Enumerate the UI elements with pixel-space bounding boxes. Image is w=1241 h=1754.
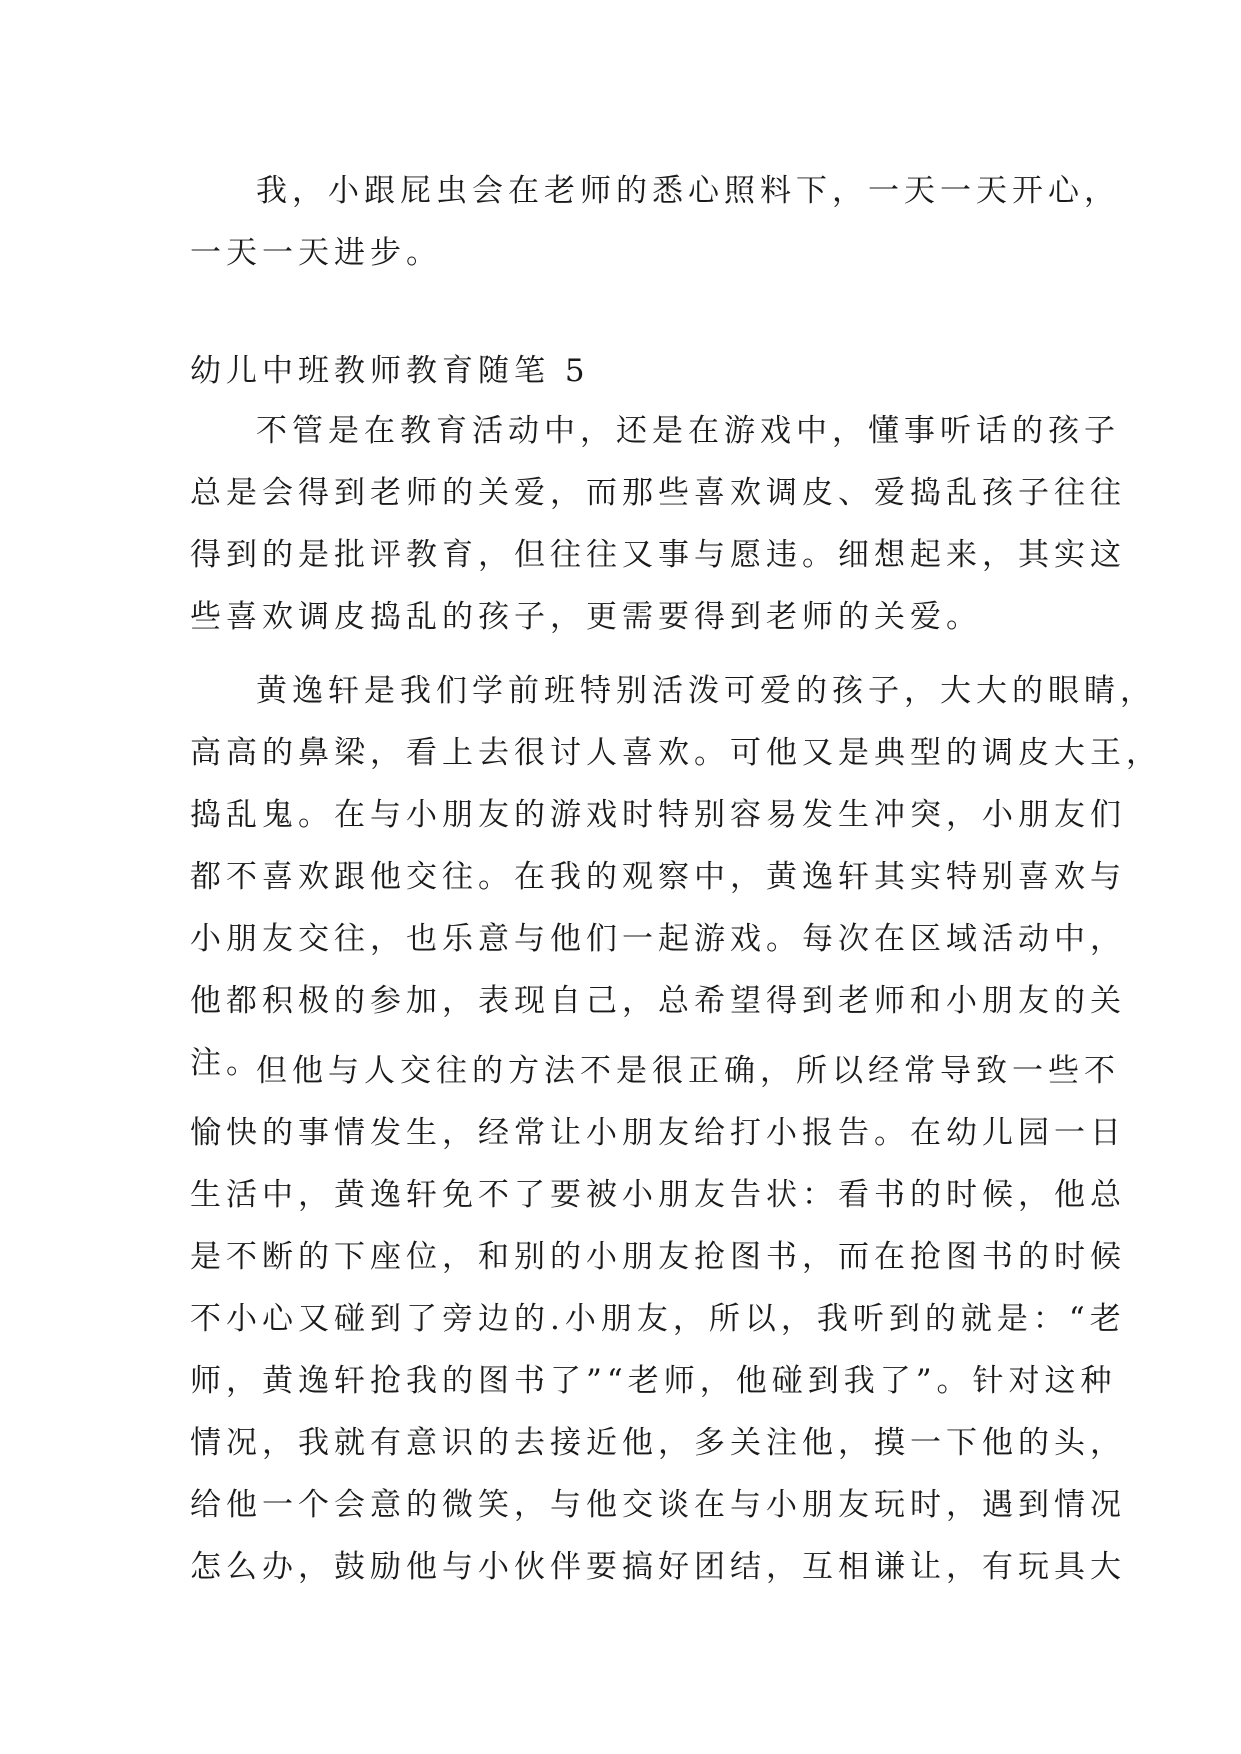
paragraph-intro-end [190,160,1120,284]
paragraph-3 [190,1040,1126,1598]
paragraph-line: 些喜欢调皮捣乱的孩子，更需要得到老师的关爱。 [190,599,982,635]
essay-heading-text: 幼儿中班教师教育随笔 5 [190,353,590,389]
paragraph-line: 师，黄逸轩抢我的图书了”“老师，他碰到我了”。针对这种 [190,1363,1117,1399]
paragraph-line: 我，小跟屁虫会在老师的悉心照料下，一天一天开心， [256,173,1120,209]
paragraph-line: 是不断的下座位，和别的小朋友抢图书，而在抢图书的时候 [190,1239,1126,1275]
essay-heading [190,340,1070,402]
paragraph-line: 但他与人交往的方法不是很正确，所以经常导致一些不 [256,1053,1120,1089]
paragraph-line: 得到的是批评教育，但往往又事与愿违。细想起来，其实这 [190,537,1126,573]
paragraph-line: 捣乱鬼。在与小朋友的游戏时特别容易发生冲突，小朋友们 [190,797,1126,833]
paragraph-line: 高高的鼻梁，看上去很讨人喜欢。可他又是典型的调皮大王， [190,735,1162,771]
paragraph-line: 怎么办，鼓励他与小伙伴要搞好团结，互相谦让，有玩具大 [190,1549,1126,1585]
paragraph-line: 生活中，黄逸轩免不了要被小朋友告状：看书的时候，他总 [190,1177,1126,1213]
paragraph-line: 黄逸轩是我们学前班特别活泼可爱的孩子，大大的眼睛， [256,673,1156,709]
paragraph-line: 情况，我就有意识的去接近他，多关注他，摸一下他的头， [190,1425,1126,1461]
paragraph-line: 小朋友交往，也乐意与他们一起游戏。每次在区域活动中， [190,921,1126,957]
paragraph-line: 都不喜欢跟他交往。在我的观察中，黄逸轩其实特别喜欢与 [190,859,1126,895]
paragraph-1 [190,400,1126,648]
paragraph-line: 不管是在教育活动中，还是在游戏中，懂事听话的孩子 [256,413,1120,449]
paragraph-line: 一天一天进步。 [190,235,442,271]
paragraph-line: 愉快的事情发生，经常让小朋友给打小报告。在幼儿园一日 [190,1115,1126,1151]
paragraph-line: 注。 [190,1045,262,1081]
paragraph-line: 给他一个会意的微笑，与他交谈在与小朋友玩时，遇到情况 [190,1487,1126,1523]
paragraph-line: 不小心又碰到了旁边的.小朋友，所以，我听到的就是：“老 [190,1301,1126,1337]
paragraph-2 [190,660,1162,1094]
paragraph-line: 他都积极的参加，表现自己，总希望得到老师和小朋友的关 [190,983,1126,1019]
paragraph-line: 总是会得到老师的关爱，而那些喜欢调皮、爱捣乱孩子往往 [190,475,1126,511]
